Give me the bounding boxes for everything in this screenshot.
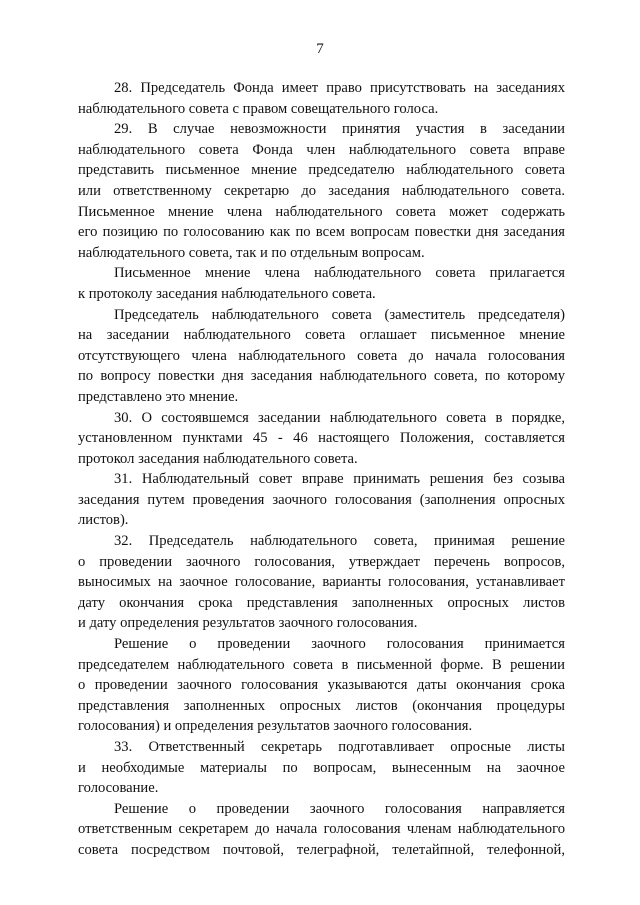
text-line: голосования) и определения результатов заочного голосования. bbox=[78, 718, 473, 735]
text-line: Письменное мнение члена наблюдательного совета прилагается bbox=[114, 265, 565, 282]
text-line: представлено это мнение. bbox=[78, 388, 239, 405]
text-line: Решение о проведении заочного голосования направляется bbox=[114, 800, 565, 817]
text-line: к протоколу заседания наблюдательного совета. bbox=[78, 285, 376, 302]
text-line: о проведении заочного голосования указываются даты окончания срока bbox=[78, 677, 565, 694]
text-line: дату окончания срока представления заполненных опросных листов bbox=[78, 594, 565, 611]
text-line: наблюдательного совета с правом совещательного голоса. bbox=[78, 100, 439, 117]
text-line: 30. О состоявшемся заседании наблюдательного совета в порядке, bbox=[114, 409, 565, 426]
text-line: о проведении заочного голосования, утверждает перечень вопросов, bbox=[78, 553, 565, 570]
text-line: голосование. bbox=[78, 780, 159, 797]
text-line: 29. В случае невозможности принятия участия в заседании bbox=[114, 121, 565, 138]
text-line: протокол заседания наблюдательного совета. bbox=[78, 450, 358, 467]
text-line: председателем наблюдательного совета в письменной форме. В решении bbox=[78, 656, 565, 673]
text-line: его позицию по голосованию как по всем вопросам повестки дня заседания bbox=[78, 224, 565, 241]
text-line: 31. Наблюдательный совет вправе принимать решения без созыва bbox=[114, 471, 565, 488]
text-line: листов). bbox=[78, 512, 129, 529]
text-line: наблюдательного совета, так и по отдельным вопросам. bbox=[78, 244, 425, 261]
text-line: заседания путем проведения заочного голосования (заполнения опросных bbox=[78, 491, 565, 508]
body-text bbox=[78, 78, 565, 861]
text-line: на заседании наблюдательного совета оглашает письменное мнение bbox=[78, 327, 565, 344]
text-line: 28. Председатель Фонда имеет право присутствовать на заседаниях bbox=[114, 80, 565, 96]
text-line: 32. Председатель наблюдательного совета, принимая решение bbox=[114, 533, 565, 550]
text-line: Решение о проведении заочного голосования принимается bbox=[114, 636, 565, 653]
text-line: по вопросу повестки дня заседания наблюдательного совета, по которому bbox=[78, 368, 565, 385]
text-line: или ответственному секретарю до заседания наблюдательного совета. bbox=[78, 182, 565, 199]
text-line: Письменное мнение члена наблюдательного совета может содержать bbox=[78, 203, 565, 220]
text-line: представления заполненных опросных листов (окончания процедуры bbox=[78, 697, 565, 714]
text-line: и дату определения результатов заочного голосования. bbox=[78, 615, 418, 632]
text-line: ответственным секретарем до начала голосования членам наблюдательного bbox=[78, 821, 565, 838]
text-line: представить письменное мнение председателю наблюдательного совета bbox=[78, 162, 565, 179]
text-line: выносимых на заочное голосование, варианты голосования, устанавливает bbox=[78, 574, 565, 591]
text-line: и необходимые материалы по вопросам, вынесенным на заочное bbox=[78, 759, 565, 776]
text-line: совета посредством почтовой, телеграфной, телетайпной, телефонной, bbox=[78, 841, 565, 858]
text-line: наблюдательного совета Фонда член наблюдательного совета вправе bbox=[78, 141, 565, 158]
text-line: 33. Ответственный секретарь подготавливает опросные листы bbox=[114, 739, 565, 755]
text-line: Председатель наблюдательного совета (заместитель председателя) bbox=[114, 306, 565, 323]
text-line: установленном пунктами 45 - 46 настоящего Положения, составляется bbox=[78, 430, 565, 447]
page-number: 7 bbox=[316, 41, 324, 57]
text-line: отсутствующего члена наблюдательного совета до начала голосования bbox=[78, 347, 565, 364]
